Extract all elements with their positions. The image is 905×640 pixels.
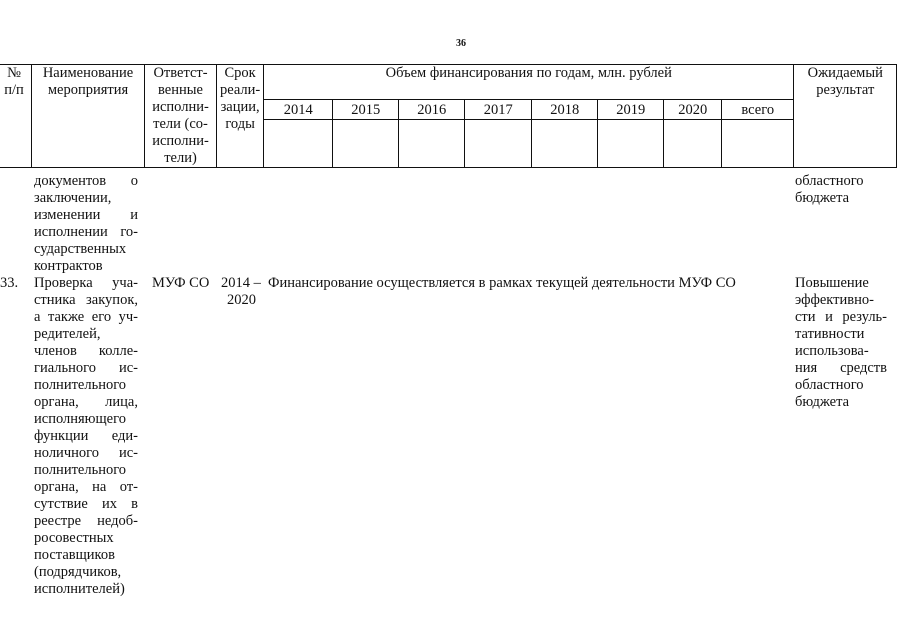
text-line: органа, лица, (34, 394, 138, 410)
header-year-2017: 2017 (465, 100, 532, 120)
header-responsible: Ответст-венные исполни-тели (со-исполни-тели) (145, 65, 217, 168)
year-cell (465, 120, 532, 168)
header-year-2018: 2018 (532, 100, 598, 120)
year-cell (532, 120, 598, 168)
text-line: бюджета (795, 394, 850, 410)
row-number: 33. (0, 275, 19, 291)
row-continuation-name (34, 173, 138, 275)
text-line: областного (795, 377, 864, 393)
text-line: а также его уч- (34, 309, 138, 325)
year-cell (598, 120, 664, 168)
text-line: сутствие их в (34, 496, 138, 512)
text-line: изменении и (34, 207, 138, 223)
text-line: полнительного (34, 462, 127, 478)
header-term: Срок реали-зации, годы (217, 65, 264, 168)
header-number: № п/п (0, 65, 32, 168)
text-line: Повышение (795, 275, 869, 291)
text-line: бюджета (795, 190, 850, 206)
text-line: использова- (795, 343, 869, 359)
row-expected-result (795, 275, 887, 411)
text-line: ноличного ис- (34, 445, 138, 461)
text-line: сти и резуль- (795, 309, 887, 325)
funding-table-header (0, 64, 897, 168)
text-line: документов о (34, 173, 138, 189)
text-line: ния средств (795, 360, 887, 376)
row-term-start: 2014 – (221, 275, 261, 291)
text-line: Проверка уча- (34, 275, 138, 291)
header-expected-result: Ожидаемый результат (794, 65, 897, 168)
text-line: контрактов (34, 258, 103, 274)
header-year-2019: 2019 (598, 100, 664, 120)
text-line: сударственных (34, 241, 127, 257)
text-line: реестре недоб- (34, 513, 138, 529)
year-cell (722, 120, 794, 168)
header-year-2014: 2014 (264, 100, 333, 120)
header-funding: Объем финансирования по годам, млн. рублей (264, 65, 794, 100)
year-cell (264, 120, 333, 168)
text-line: исполнении го- (34, 224, 138, 240)
text-line: исполняющего (34, 411, 126, 427)
header-year-2016: 2016 (399, 100, 465, 120)
header-year-2015: 2015 (333, 100, 399, 120)
text-line: органа, на от- (34, 479, 138, 495)
text-line: исполнителей) (34, 581, 125, 597)
text-line: заключении, (34, 190, 112, 206)
text-line: (подрядчиков, (34, 564, 122, 580)
text-line: эффективно- (795, 292, 874, 308)
year-cell (333, 120, 399, 168)
text-line: стника закупок, (34, 292, 138, 308)
text-line: поставщиков (34, 547, 115, 563)
text-line: редителей, (34, 326, 101, 342)
text-line: областного (795, 173, 864, 189)
row-term-end: 2020 (227, 292, 256, 308)
row-event-name (34, 275, 138, 598)
header-event-name: Наименование мероприятия (32, 65, 145, 168)
year-cell (664, 120, 722, 168)
text-line: росовестных (34, 530, 114, 546)
text-line: гиального ис- (34, 360, 138, 376)
page-number: 36 (456, 38, 466, 49)
row-responsible: МУФ СО (152, 275, 210, 291)
year-cell (399, 120, 465, 168)
text-line: членов колле- (34, 343, 138, 359)
row-funding-note: Финансирование осуществляется в рамках текущей деятельности МУФ СО (268, 275, 736, 291)
header-year-total: всего (722, 100, 794, 120)
row-continuation-result (795, 173, 887, 207)
text-line: функции еди- (34, 428, 138, 444)
text-line: полнительного (34, 377, 127, 393)
text-line: тативности (795, 326, 865, 342)
header-year-2020: 2020 (664, 100, 722, 120)
